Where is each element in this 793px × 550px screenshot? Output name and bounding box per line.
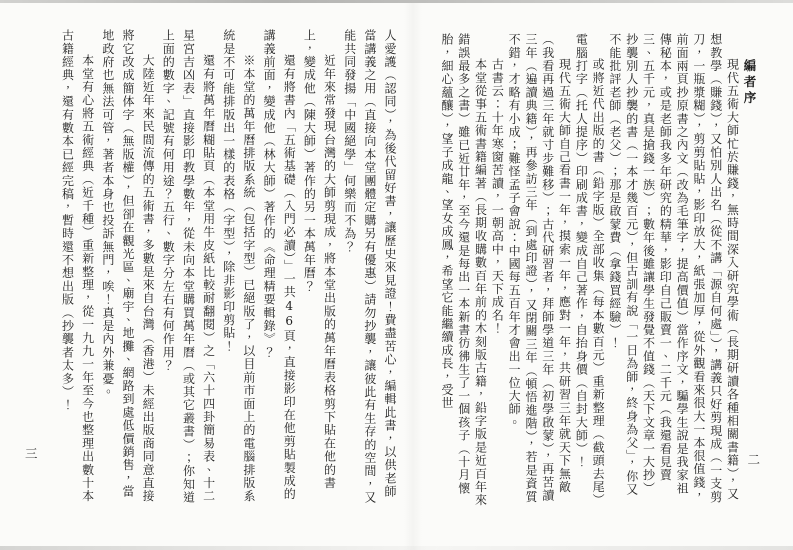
scan-edge-top bbox=[0, 0, 793, 3]
paragraph: 現代五術大師忙於賺錢，無時間深入研究學術（長期研讀各種相關書籍），又想教學（賺錢），又怕別人出名（從不講「源自何處」），講義只好剪現成（一支剪刀，一瓶漿糊），剪剪貼貼，影印放大，紙張加厚，從外觀看來很大一本很值錢，前面兩頁抄原書之內文（改為毛筆字，提高價值）當作序文，騙學生說是我家祖傳秘本，或是老師我多年研究的精華，影印自己販賣一、二千元（我還看見賣三、五千元，真是搶錢一族）；數年後雖讓學生發覺不值錢（天下文章一大抄）抄襲別人抄襲的書（一本才幾百元），但古訓有說「一日為師，終身為父」，你又不能批評老師（老父）；那是啟蒙費（拿錢買經驗）！ bbox=[607, 33, 740, 504]
paragraph: 或將近代出版的書（鉛字版）全部收集（每本數百元）重新整理（截頭去尾）電腦打字（托人提序）印刷成書，變成自己著作，自抬身價（自封大師）！ bbox=[574, 33, 606, 507]
preface-title: 編者序 bbox=[742, 59, 757, 108]
left-page-paragraphs bbox=[57, 29, 339, 505]
scan-edge-bottom bbox=[0, 546, 793, 550]
continuation-paragraph: 人愛護（認同），為後代留好書，讓歷史來見證！費盡苦心，編輯此書，以供老師當講義之用（直接向本堂團體定購另有優惠）請勿抄襲，讓彼此有生存的空間，又能共同發揚「中國絕學」何樂而不為？ bbox=[342, 29, 397, 505]
right-page-text bbox=[428, 33, 763, 507]
paragraph: 大陸近年來民間流傳的五術書，多數是來自台灣（香港）未經出版商同意直接將它改成簡体字（無版權），但卻在觀光區、廟宇、地攤、網路到處低價銷售，當地政府也無法可管，著者本身也投訴無門，唉！真是內外兼憂。 bbox=[100, 29, 156, 503]
right-page-folio: 二 bbox=[747, 452, 760, 467]
paragraph: 本堂有心將五術經典（近千種）重新整理，從一九九一年至今也整理出數十本古籍經典，還有數本已經完稿，暫時還不想出版（抄襲者太多）！ bbox=[60, 29, 95, 503]
paragraph: 近年來常發現台灣的大師剪現成，將本堂出版的萬年曆表格剪下貼在他的書上，變成他（陳大師）著作的另一本萬年曆？ bbox=[302, 29, 337, 490]
paragraph: 古書云：十年寒窗苦讀，一朝高中，天下成名！ bbox=[490, 58, 505, 336]
paragraph: 還有將書內「五術基礎（入門必讀）」一共46頁，直接影印在他剪貼製成的講義前面，變成他（林大師）著作的《命理精要輯錄》？ bbox=[262, 29, 297, 501]
left-page-folio: 三 bbox=[25, 446, 38, 461]
paragraph: 還有將萬年曆糊貼頁（本堂用牛皮紙比較耐翻閱）之「六十四卦簡易表、十二星宮吉凶表」直接影印教學數年，從未向本堂購買萬年曆（或其它叢書）；你知道上面的數字、記號有何用途？五行、數字分左右有何作用？ bbox=[161, 29, 216, 505]
left-page-text bbox=[50, 29, 400, 505]
paragraph: ※本堂的萬年曆排版系統（包括字型）已絕版了，以目前市面上的電腦排版系統是不可能排版出一樣的表格（字型），除非影印剪貼！ bbox=[221, 29, 256, 503]
right-page-paragraphs bbox=[438, 33, 740, 507]
page-gutter bbox=[404, 0, 422, 550]
paragraph: 本堂從事五術書籍編著（長期收購數百年前的木刻版古籍，鉛字版是近百年來錯誤最多之書）雖已近廿年，至今還是每出一本新書彷彿生了一個孩子（十月懷胎，細心蘊釀），望子成龍、望女成鳳，希望它能繼續成長，受世 bbox=[439, 33, 488, 507]
paragraph: 現代五術大師自己看書一年，摸索一年，應對一年，共研習三年就天下無敵（我看再過三年就寸步難移）；古代研習者，拜師學道三年（初學啟蒙），再苦讀三年（遍讀典籍），再參訪三年（到處印證），又閉關三年（頓悟進階），若是資質不錯，才略有小成；難怪孟子會說：中國每五百年才會出一位大師。 bbox=[507, 33, 572, 504]
